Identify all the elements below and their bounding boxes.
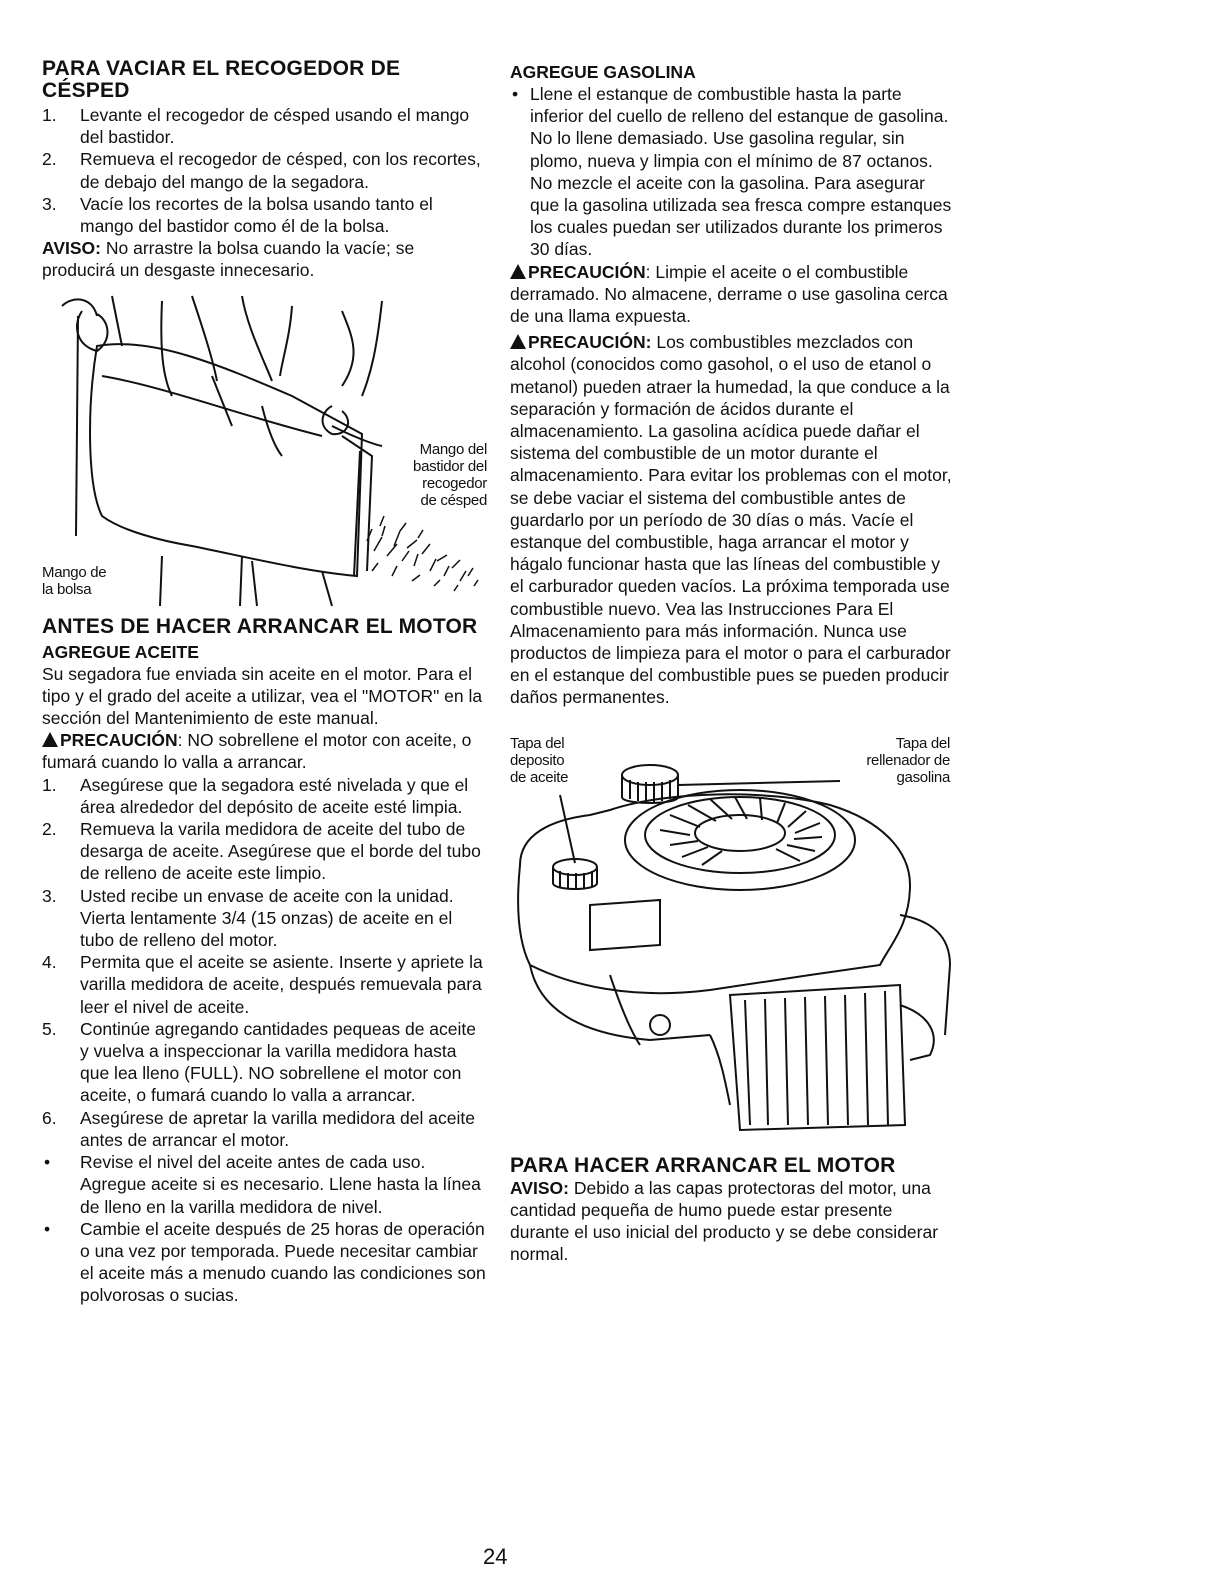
right-column <box>510 62 955 1266</box>
caution-oil: PRECAUCIÓN: NO sobrellene el motor con aceite, o fumará cuando lo valla a arrancar. <box>42 730 472 773</box>
section-title-before-start: ANTES DE HACER ARRANCAR EL MOTOR <box>42 614 478 638</box>
label-fuel-cap: Tapa del rellenador de gasolina <box>866 734 950 786</box>
fuel-bullets <box>510 83 955 261</box>
engine-illustration <box>510 735 955 1135</box>
warning-icon <box>510 334 526 349</box>
section-title-empty-bag: PARA VACIAR EL RECOGEDOR DE CÉSPED <box>42 57 401 102</box>
list-item: • Revise el nivel del aceite antes de cada uso. Agregue aceite si es necesario. Llene hasta la línea de lleno en la varilla medidora de nivel. <box>44 1152 481 1217</box>
grass-bag-figure <box>42 286 487 608</box>
warning-icon <box>42 732 58 747</box>
list-item: 2. Remueva el recogedor de césped, con los recortes, de debajo del mango de la segadora. <box>42 149 481 192</box>
caution-alcohol-fuel: PRECAUCIÓN: Los combustibles mezclados con alcohol (conocidos como gasohol, o el uso de etanol o metanol) pueden atraer la humedad, la que conduce a la separación y formación de ácidos durante el almacenamiento. La gasolina acídica puede dañar el sistema del combustible de un motor durante el almacenamiento. Para evitar los problemas con el motor, se debe vaciar el sistema del combustible antes de guardarlo por un período de 30 días o más. Vacíe el estanque del combustible, haga arrancar el motor y hágalo funcionar hasta que las líneas del combustible y el carburador queden vacíos. La próxima temporada use combustible nuevo. Vea las Instrucciones Para El Almacenamiento para más información. Nunca use productos de limpieza para el motor o para el carburador en el estanque del combustible pues se pueden producir daños permanentes. <box>510 332 952 708</box>
label-frame-handle: Mango del bastidor del recogedor de césped <box>413 440 487 509</box>
list-item: 4. Permita que el aceite se asiente. Inserte y apriete la varilla medidora de aceite, después remuevala para leer el nivel de aceite. <box>42 952 483 1017</box>
oil-steps <box>42 774 487 1151</box>
list-item: • Llene el estanque de combustible hasta la parte inferior del cuello de relleno del estanque de gasolina. No lo llene demasiado. Use gasolina regular, sin plomo, nueva y limpia con el mínimo de 87 octanos. No mezcle el aceite con la gasolina. Para asegurar que la gasolina utilizada sea fresca compre estanques los cuales puedan ser utilizados durante los primeros 30 días. <box>512 84 952 260</box>
empty-bag-steps <box>42 104 487 237</box>
notice-smoke: AVISO: Debido a las capas protectoras del motor, una cantidad pequeña de humo puede estar presente durante el uso inicial del producto y se debe considerar normal. <box>510 1177 939 1265</box>
subtitle-add-oil: AGREGUE ACEITE <box>42 641 199 662</box>
label-oil-cap: Tapa del deposito de aceite <box>510 734 569 786</box>
caution-spill: PRECAUCIÓN: Limpie el aceite o el combustible derramado. No almacene, derrame o use gasolina cerca de una llama expuesta. <box>510 261 948 327</box>
subtitle-add-fuel: AGREGUE GASOLINA <box>510 62 696 82</box>
list-item: 1. Asegúrese que la segadora esté nivelada y que el área alrededor del depósito de aceite esté limpia. <box>42 774 469 817</box>
engine-figure <box>510 735 955 1135</box>
page-number: 24 <box>483 1544 508 1569</box>
oil-bullets <box>42 1151 487 1306</box>
list-item: • Cambie el aceite después de 25 horas de operación o una vez por temporada. Puede necesitar cambiar el aceite más a menudo cuando las condiciones son polvorosas o sucias. <box>44 1218 486 1306</box>
left-column <box>42 58 487 1307</box>
list-item: 1. Levante el recogedor de césped usando el mango del bastidor. <box>42 105 470 148</box>
notice-drag-bag: AVISO: No arrastre la bolsa cuando la vacíe; se producirá un desgaste innecesario. <box>42 238 415 281</box>
label-bag-handle: Mango de la bolsa <box>42 563 107 598</box>
list-item: 3. Usted recibe un envase de aceite con la unidad. Vierta lentamente 3/4 (15 onzas) de aceite en el tubo de relleno del motor. <box>42 885 454 951</box>
warning-icon <box>510 264 526 279</box>
list-item: 2. Remueva la varila medidora de aceite del tubo de desarga de aceite. Asegúrese que el borde del tubo de relleno de aceite este limpio. <box>42 819 481 884</box>
section-title-start-engine: PARA HACER ARRANCAR EL MOTOR <box>510 1153 896 1177</box>
oil-intro: Su segadora fue enviada sin aceite en el motor. Para el tipo y el grado del aceite a utilizar, vea el "MOTOR" en la sección del Mantenimiento de este manual. <box>42 663 483 729</box>
list-item: 5. Continúe agregando cantidades pequeas de aceite y vuelva a inspeccionar la varilla medidora hasta que lea lleno (FULL). NO sobrellene el motor con aceite, o fumará cuando lo valla a arrancar. <box>42 1018 477 1106</box>
list-item: 6. Asegúrese de apretar la varilla medidora del aceite antes de arrancar el motor. <box>42 1107 475 1150</box>
list-item: 3. Vacíe los recortes de la bolsa usando tanto el mango del bastidor como él de la bolsa. <box>42 193 433 237</box>
